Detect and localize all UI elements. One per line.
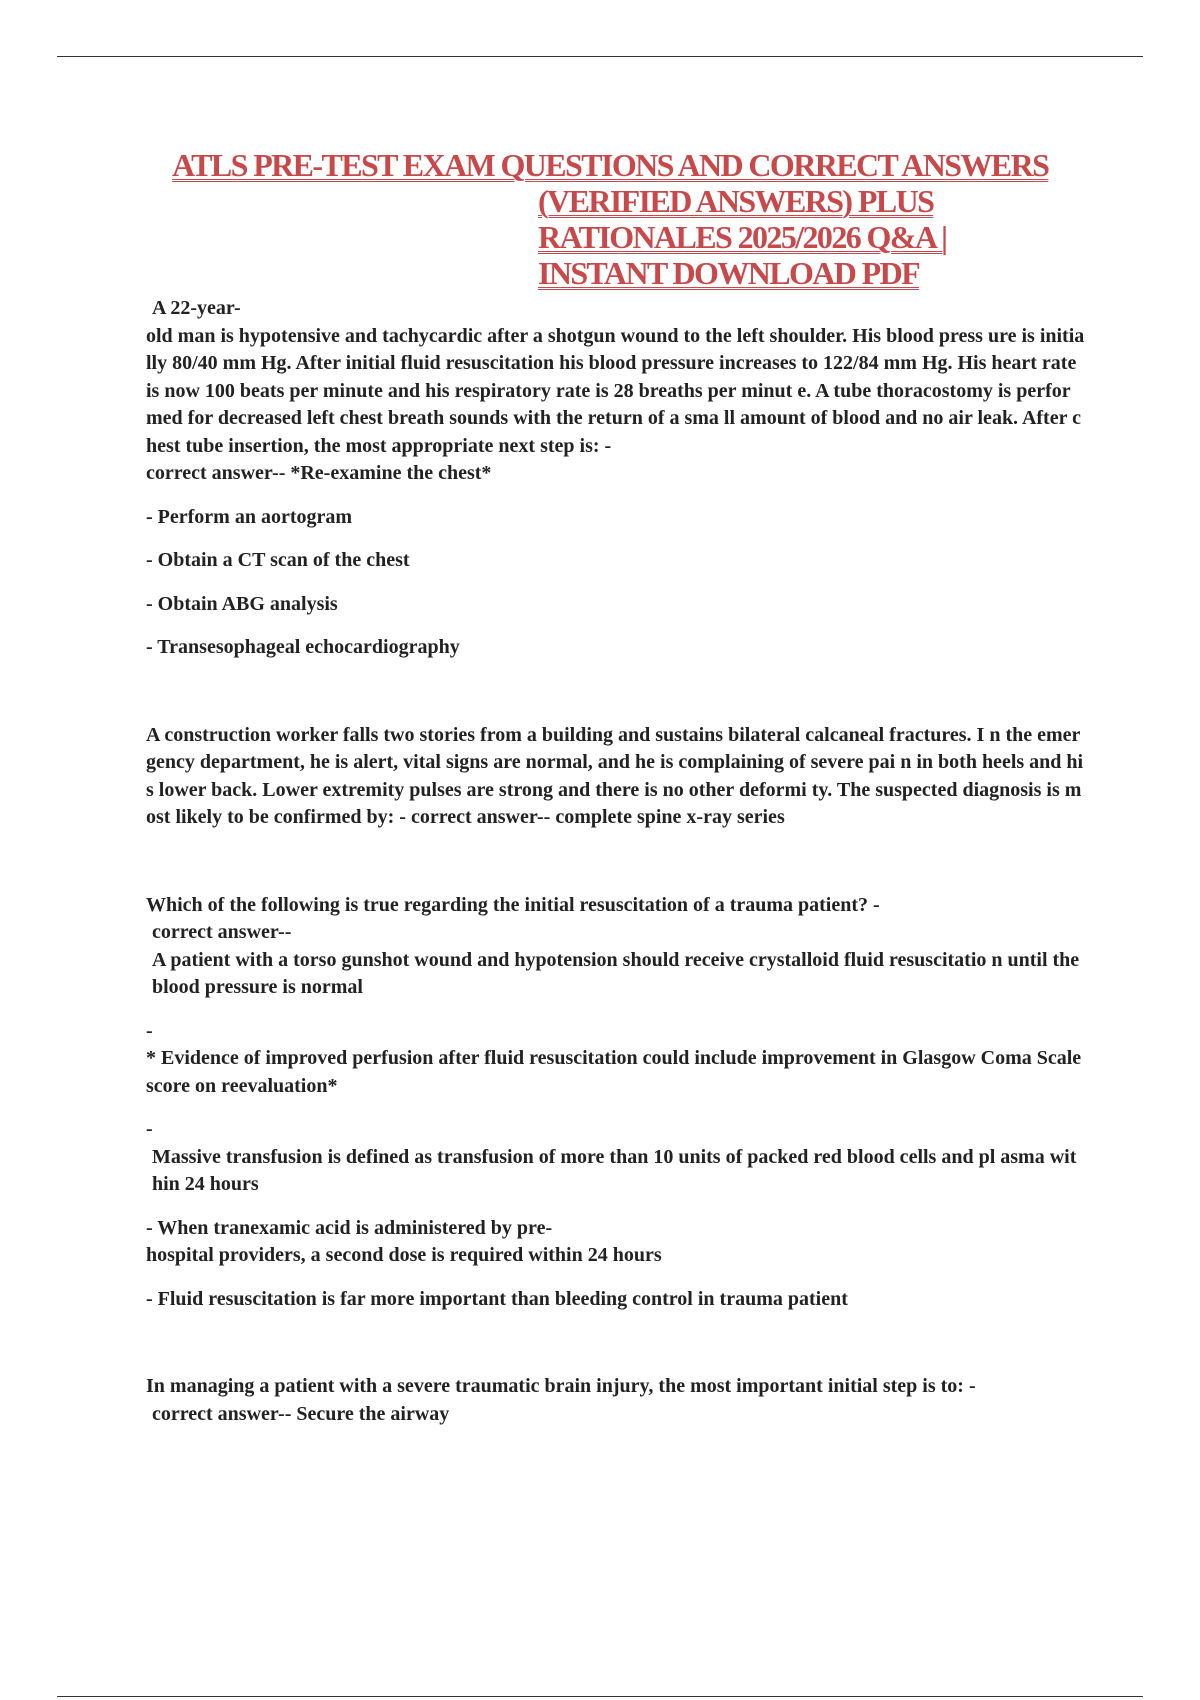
q3-dash: - bbox=[146, 1118, 153, 1140]
q2-text: A construction worker falls two stories from a building and sustains bilateral calcaneal fractures. I n the emergency department, he is alert, vital signs are normal, and he is complaining of severe pai n in both heels and his lower back. Lower extremity pulses are strong and there is no other deformi ty. The suspected diagnosis is most likely to be confirmed by: - correct answer-- complete spine x-ray series bbox=[146, 723, 1084, 828]
top-rule bbox=[57, 56, 1143, 57]
bottom-rule bbox=[57, 1696, 1143, 1697]
q3-stem: Which of the following is true regarding the initial resuscitation of a trauma patient? - bbox=[146, 893, 880, 916]
q3-option-d-line-1: - When tranexamic acid is administered by pre- bbox=[146, 1216, 553, 1239]
q3-option-d-line-2: hospital providers, a second dose is required within 24 hours bbox=[146, 1244, 662, 1266]
document-title-line-3: RATIONALES 2025/2026 Q&A | bbox=[538, 219, 947, 255]
q1-stem: old man is hypotensive and tachycardic after a shotgun wound to the left shoulder. His blood press ure is initially 80/40 mm Hg. After initial fluid resuscitation his blood pressure increases to 122/84 mm Hg. His heart rate is now 100 beats per minute and his respiratory rate is 28 breaths per minut e. A tube thoracostomy is performed for decreased left chest breath sounds with the return of a sma ll amount of blood and no air leak. After chest tube insertion, the most appropriate next step is: - bbox=[146, 324, 1085, 457]
q4-answer: correct answer-- Secure the airway bbox=[152, 1402, 450, 1425]
q3-option-b: * Evidence of improved perfusion after fluid resuscitation could include improvement in Glasgow Coma Scale score on reevaluation* bbox=[146, 1047, 1082, 1097]
q3-option-c: Massive transfusion is defined as transfusion of more than 10 units of packed red blood cells and pl asma within 24 hours bbox=[152, 1145, 1077, 1195]
q3-dash: - bbox=[146, 1019, 153, 1042]
q1-option: - Perform an aortogram bbox=[146, 505, 353, 528]
q4-stem: In managing a patient with a severe traumatic brain injury, the most important initial step is to: - bbox=[146, 1375, 976, 1397]
q1-option: - Transesophageal echocardiography bbox=[146, 636, 460, 658]
q1-option: - Obtain a CT scan of the chest bbox=[146, 549, 410, 571]
q1-lead: A 22-year- bbox=[152, 297, 241, 319]
document-body bbox=[146, 295, 1086, 1428]
q1-answer: correct answer-- *Re-examine the chest* bbox=[146, 462, 492, 484]
q3-option-e: - Fluid resuscitation is far more important than bleeding control in trauma patient bbox=[146, 1287, 848, 1310]
q1-option: - Obtain ABG analysis bbox=[146, 592, 338, 615]
document-title-line-2: (VERIFIED ANSWERS) PLUS bbox=[538, 183, 934, 219]
q3-option-a: A patient with a torso gunshot wound and hypotension should receive crystalloid fluid resuscitatio n until the blood pressure is normal bbox=[152, 948, 1080, 998]
document-title-line-1: ATLS PRE-TEST EXAM QUESTIONS AND CORRECT ANSWERS bbox=[172, 147, 1049, 183]
q3-answer-label: correct answer-- bbox=[152, 921, 292, 943]
document-title-line-4: INSTANT DOWNLOAD PDF bbox=[538, 255, 920, 291]
